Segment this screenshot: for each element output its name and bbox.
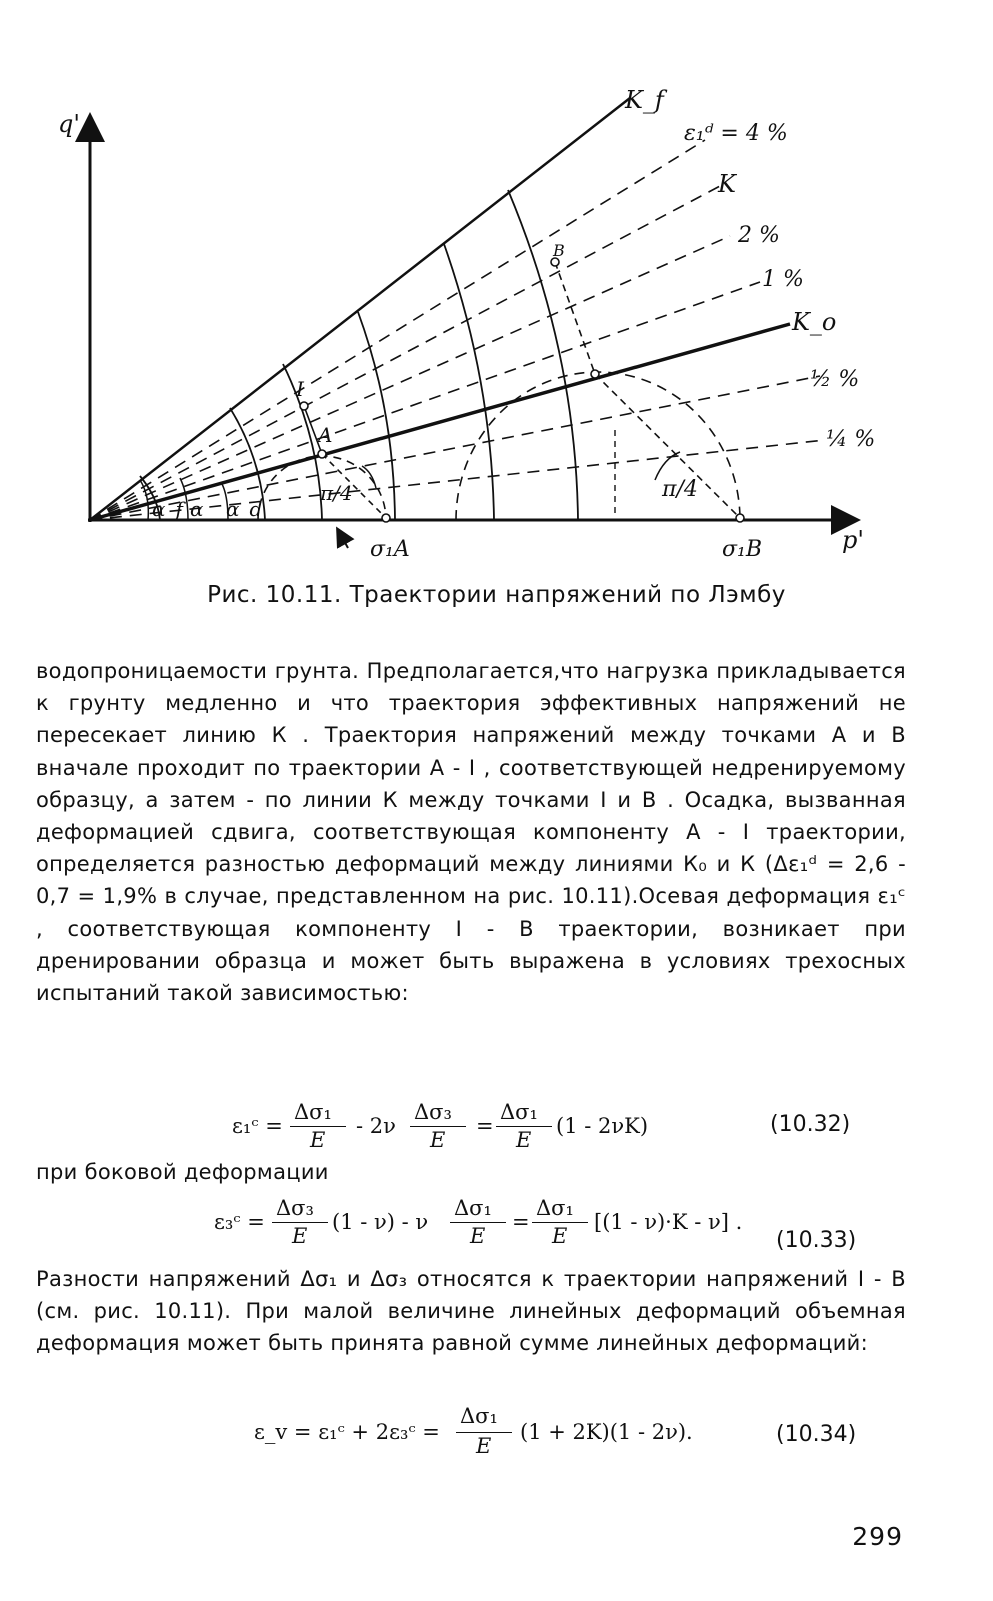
point-i-label: I: [296, 377, 304, 401]
point-a-label: A: [318, 423, 333, 447]
page-number: 299: [852, 1522, 903, 1551]
strain-quarter-label: ¼ %: [826, 427, 876, 452]
q-axis-label: q': [58, 110, 80, 138]
point-k0-dot: [591, 370, 599, 378]
angle-ad-label: α_d: [226, 497, 263, 521]
strain-2-label: 2 %: [738, 223, 780, 248]
lateral-deformation-text: при боковой деформации: [36, 1160, 329, 1184]
angle-a-label: α: [190, 497, 204, 521]
equation-10-32-number: (10.32): [770, 1112, 851, 1137]
equation-10-34: ε_v = ε₁ᶜ + 2ε₃ᶜ = Δσ₁ E (1 + 2K)(1 - 2ν).: [254, 1404, 693, 1458]
stress-path-figure: [0, 0, 993, 580]
sigma-1b-label: σ₁B: [722, 537, 763, 562]
strain-1-label: 1 %: [762, 267, 804, 292]
paragraph-2: Разности напряжений Δσ₁ и Δσ₃ относятся к траектории напряжений I - В (см. рис. 10.11). При малой величине линейных деформаций объемная деформация может быть принята равной сумме линейных деформаций:: [36, 1267, 906, 1356]
point-a-dot: [318, 450, 326, 458]
point-i-dot: [300, 402, 308, 410]
arcs: [140, 190, 578, 520]
strain-lines: [90, 140, 825, 520]
strain-4-label: ε₁ᵈ = 4 %: [684, 121, 788, 146]
strain-half-label: ½ %: [810, 367, 860, 392]
k-label: K: [718, 170, 736, 198]
figure-caption: Рис. 10.11. Траектории напряжений по Лэмбу: [207, 582, 786, 608]
angle-af-label: α_f: [152, 497, 183, 521]
paragraph-1: водопроницаемости грунта. Предполагается,что нагрузка прикладывается к грунту медленно и что траектория эффективных напряжений не пересекает линию К . Траектория напряжений между точками А и В вначале проходит по траектории А - I , соответствующей недренируемому образцу, а затем - по линии К между точками I и В . Осадка, вызванная деформацией сдвига, соответствующая компоненту А - I траектории, определяется разностью деформаций между линиями К₀ и К (Δε₁ᵈ = 2,6 - 0,7 = 1,9% в случае, представленном на рис. 10.11).Осевая деформация ε₁ᶜ , соответствующая компоненту I - В траектории, возникает при дренировании образца и может быть выражена в условиях трехосных испытаний такой зависимостью:: [36, 659, 906, 1006]
pi4-left-label: π/4: [320, 481, 353, 505]
pi4-right-label: π/4: [662, 477, 698, 502]
point-b-label: B: [553, 241, 565, 260]
sigma-1a-label: σ₁A: [370, 537, 410, 562]
p-axis-label: p': [842, 526, 864, 554]
equation-10-33: ε₃ᶜ = Δσ₃ E (1 - ν) - ν Δσ₁ E = Δσ₁ E [(1 - ν)·K - ν] .: [214, 1196, 743, 1248]
k0-label: K_o: [792, 308, 837, 336]
equation-10-34-number: (10.34): [776, 1422, 857, 1447]
equation-10-32: ε₁ᶜ = Δσ₁ E - 2ν Δσ₃ E = Δσ₁ E (1 - 2νK): [232, 1100, 649, 1152]
kf-label: K_f: [625, 86, 664, 114]
equation-10-33-number: (10.33): [776, 1228, 857, 1253]
